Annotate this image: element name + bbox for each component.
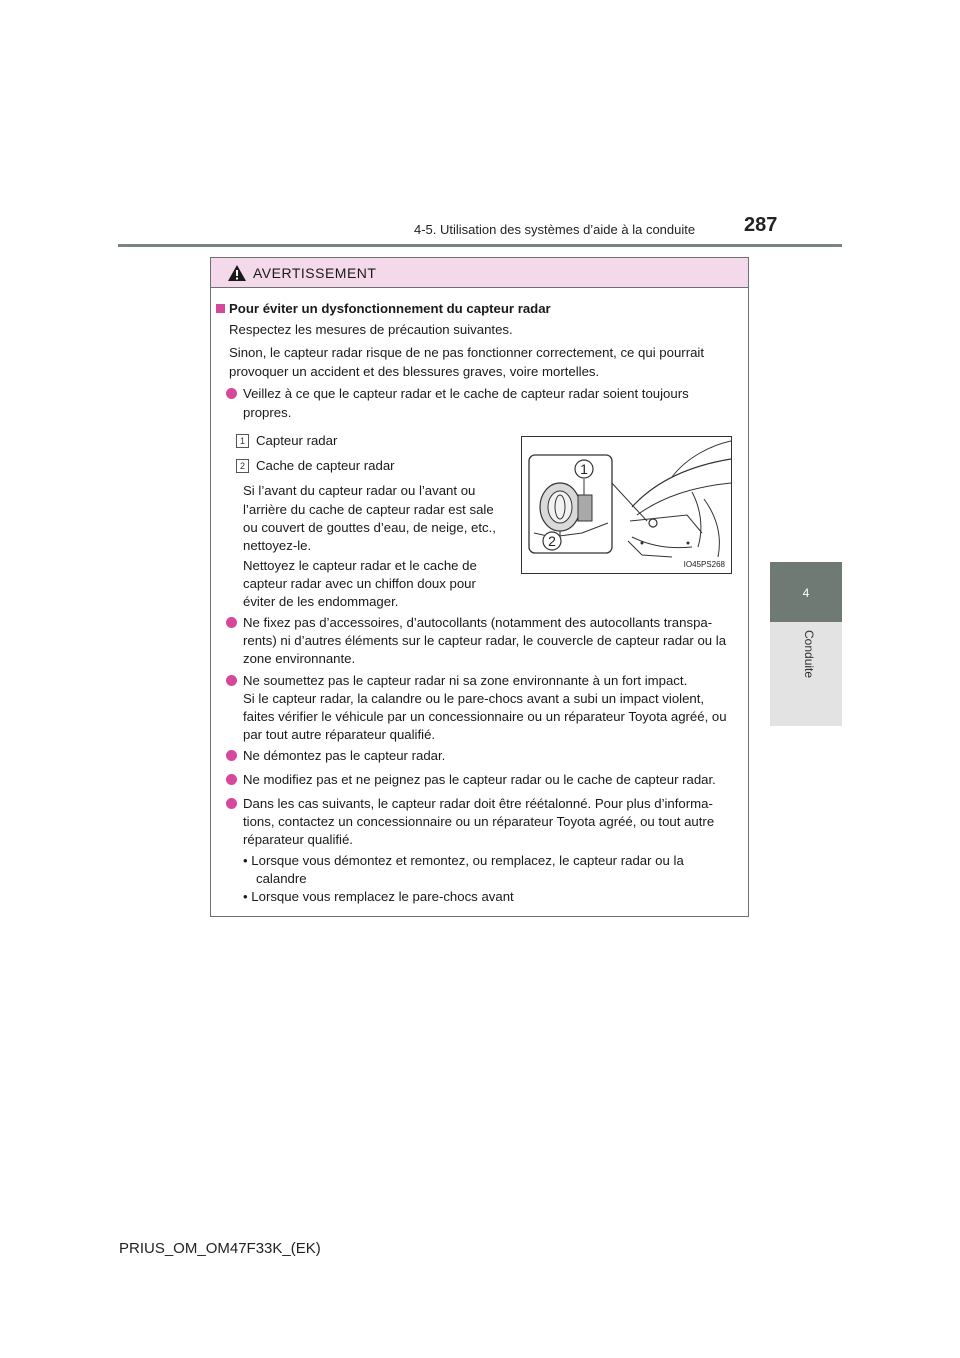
bullet-icon bbox=[226, 798, 237, 809]
bullet-3-line-4: par tout autre réparateur qualifié. bbox=[243, 727, 436, 742]
legend-number-2: 2 bbox=[236, 459, 249, 473]
intro-text-2a: Sinon, le capteur radar risque de ne pas fonctionner correctement, ce qui pourrait bbox=[229, 345, 705, 360]
header-rule bbox=[118, 244, 842, 247]
bullet-icon bbox=[226, 675, 237, 686]
bullet-icon bbox=[226, 617, 237, 628]
legend-1: Capteur radar bbox=[256, 433, 338, 448]
intro-text-2b: provoquer un accident et des blessures graves, voire mortelles. bbox=[229, 364, 600, 379]
chapter-tab bbox=[770, 562, 842, 622]
bullet-1-line-1: Veillez à ce que le capteur radar et le cache de capteur radar soient toujours bbox=[243, 386, 689, 401]
bullet-3-line-3: faites vérifier le véhicule par un concessionnaire ou un réparateur Toyota agréé, ou bbox=[243, 709, 727, 724]
warning-header bbox=[211, 258, 748, 288]
figure-code: IO45PS268 bbox=[683, 560, 725, 569]
clean-line-1: Nettoyez le capteur radar et le cache de bbox=[243, 558, 477, 573]
legend-number-1: 1 bbox=[236, 434, 249, 448]
page-number: 287 bbox=[744, 214, 778, 236]
bullet-6-line-3: réparateur qualifié. bbox=[243, 832, 353, 847]
bullet-icon bbox=[226, 750, 237, 761]
radar-sensor-illustration bbox=[521, 436, 732, 574]
sub-bullet-1-line-2: calandre bbox=[256, 871, 307, 886]
bullet-2-line-2: rents) ni d’autres éléments sur le capteur radar, le couvercle de capteur radar ou la bbox=[243, 633, 727, 648]
car-front-drawing bbox=[522, 437, 731, 573]
section-title: 4-5. Utilisation des systèmes d’aide à la conduite bbox=[414, 222, 696, 237]
bullet-2-line-3: zone environnante. bbox=[243, 651, 356, 666]
dirty-line-2: l’arrière du cache de capteur radar est sale bbox=[243, 502, 494, 517]
warning-triangle-icon bbox=[227, 264, 247, 282]
dirty-line-3: ou couvert de gouttes d’eau, de neige, etc., bbox=[243, 520, 496, 535]
intro-text: Respectez les mesures de précaution suivantes. bbox=[229, 322, 513, 337]
bullet-2-line-1: Ne fixez pas d’accessoires, d’autocollants (notamment des autocollants transpa- bbox=[243, 615, 713, 630]
warning-heading: Pour éviter un dysfonctionnement du capteur radar bbox=[229, 301, 551, 316]
bullet-5: Ne modifiez pas et ne peignez pas le capteur radar ou le cache de capteur radar. bbox=[243, 772, 716, 787]
bullet-3-line-2: Si le capteur radar, la calandre ou le pare-chocs avant a subi un impact violent, bbox=[243, 691, 705, 706]
bullet-1-line-2: propres. bbox=[243, 405, 292, 420]
bullet-4: Ne démontez pas le capteur radar. bbox=[243, 748, 446, 763]
dirty-line-1: Si l’avant du capteur radar ou l’avant ou bbox=[243, 483, 476, 498]
clean-line-2: capteur radar avec un chiffon doux pour bbox=[243, 576, 476, 591]
dirty-line-4: nettoyez-le. bbox=[243, 538, 312, 553]
sub-bullet-2: • Lorsque vous remplacez le pare-chocs avant bbox=[243, 889, 514, 904]
document-code: PRIUS_OM_OM47F33K_(EK) bbox=[119, 1240, 321, 1257]
bullet-icon bbox=[226, 774, 237, 785]
figure-callout-1: 1 bbox=[580, 461, 588, 477]
warning-title: AVERTISSEMENT bbox=[253, 264, 377, 281]
bullet-3-line-1: Ne soumettez pas le capteur radar ni sa zone environnante à un fort impact. bbox=[243, 673, 688, 688]
chapter-label: Conduite bbox=[802, 630, 816, 679]
sub-bullet-1-line-1: • Lorsque vous démontez et remontez, ou remplacez, le capteur radar ou la bbox=[243, 853, 684, 868]
bullet-icon bbox=[226, 388, 237, 399]
section-marker-icon bbox=[216, 304, 225, 313]
bullet-6-line-1: Dans les cas suivants, le capteur radar doit être réétalonné. Pour plus d’informa- bbox=[243, 796, 713, 811]
chapter-number: 4 bbox=[802, 586, 810, 600]
bullet-6-line-2: tions, contactez un concessionnaire ou un réparateur Toyota agréé, ou tout autre bbox=[243, 814, 715, 829]
figure-callout-2: 2 bbox=[548, 533, 556, 549]
legend-2: Cache de capteur radar bbox=[256, 458, 395, 473]
clean-line-3: éviter de les endommager. bbox=[243, 594, 399, 609]
